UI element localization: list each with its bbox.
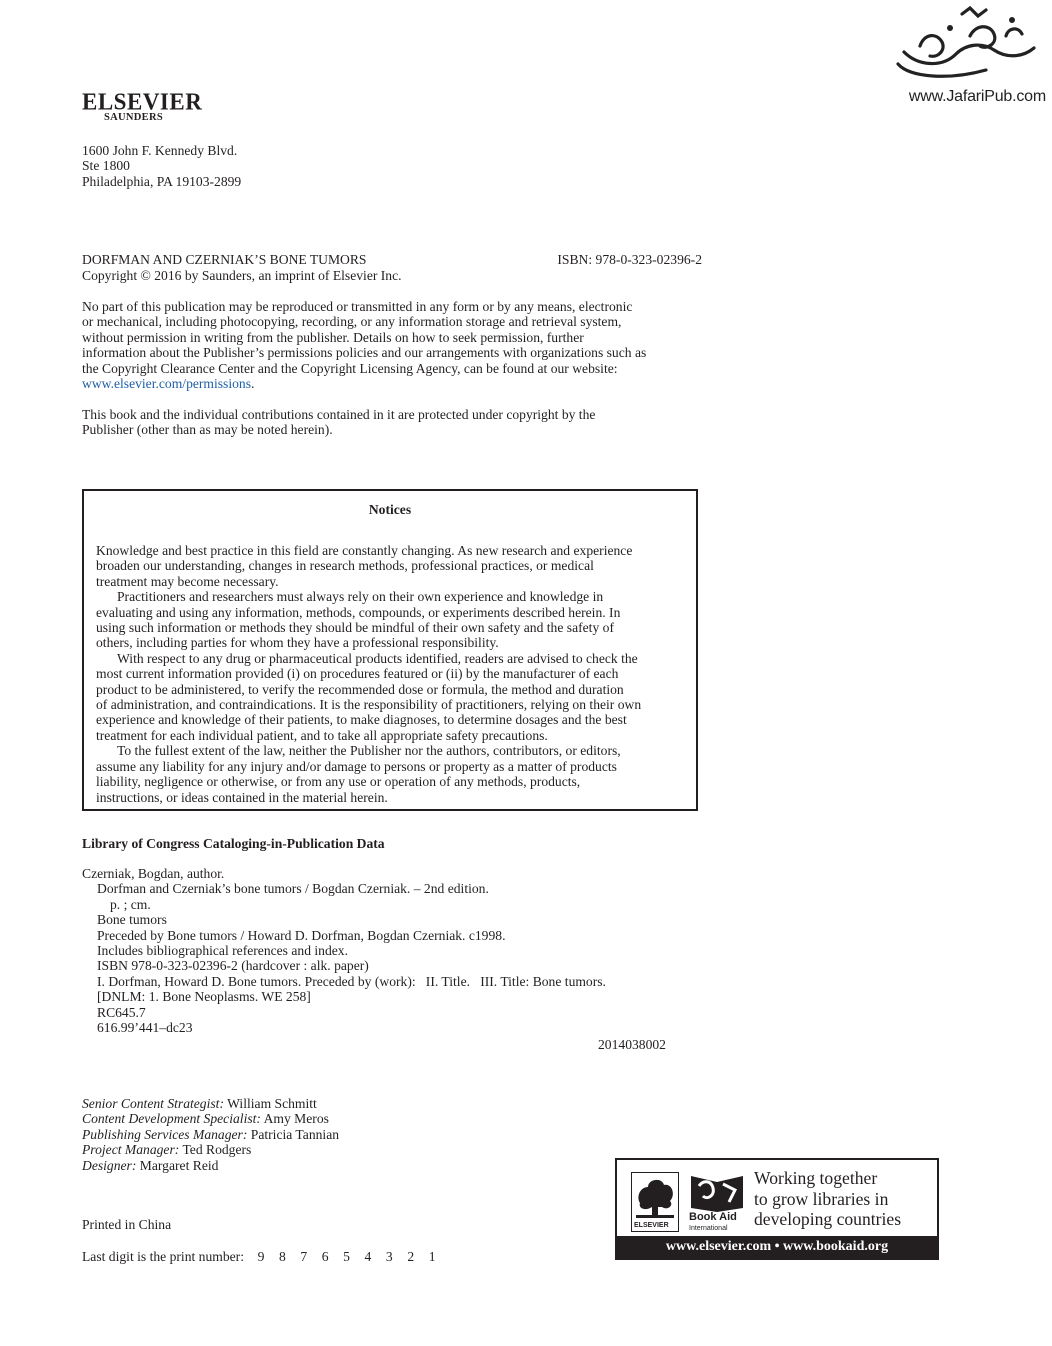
cip-line: ISBN 978-0-323-02396-2 (hardcover : alk. paper) <box>97 958 369 974</box>
cip-line: Bone tumors <box>97 912 167 928</box>
publisher-watermark-logo <box>890 6 1040 86</box>
cip-line: 616.99’441–dc23 <box>97 1020 193 1036</box>
bookaid-footer-urls: www.elsevier.com • www.bookaid.org <box>617 1236 937 1258</box>
tagline-line: Working together <box>754 1168 878 1188</box>
cip-line: RC645.7 <box>97 1004 146 1020</box>
print-digit: 8 <box>278 1249 286 1264</box>
publisher-logo: ELSEVIER <box>82 88 203 115</box>
cip-heading: Library of Congress Cataloging-in-Publication Data <box>82 836 385 851</box>
publisher-address <box>82 143 241 189</box>
lccn-number: 2014038002 <box>598 1037 666 1052</box>
cip-line: I. Dorfman, Howard D. Bone tumors. Preceded by (work): II. Title. III. Title: Bone tumors. <box>97 973 606 989</box>
paragraph-line <box>82 376 702 391</box>
elsevier-mini-label: ELSEVIER <box>634 1222 669 1229</box>
credit-name: Amy Meros <box>263 1111 329 1127</box>
book-title-line <box>82 252 702 267</box>
notice-line: With respect to any drug or pharmaceutical products identified, readers are advised to check the <box>117 650 638 666</box>
notice-line: evaluating and using any information, methods, compounds, or experiments described herein. In <box>96 604 621 620</box>
paragraph-line: or mechanical, including photocopying, recording, or any information storage and retrieval system, <box>82 314 622 330</box>
bookaid-tagline <box>754 1168 901 1230</box>
book-aid-icon <box>689 1172 745 1212</box>
print-digit: 6 <box>321 1249 329 1264</box>
copyright-statement: Copyright © 2016 by Saunders, an imprint of Elsevier Inc. <box>82 268 402 283</box>
link-suffix: . <box>251 376 255 392</box>
print-digit: 7 <box>300 1249 308 1264</box>
notice-line: most current information provided (i) on procedures featured or (ii) by the manufacturer of each <box>96 666 619 682</box>
notice-line: experience and knowledge of their patients, to make diagnoses, to determine dosages and the best <box>96 712 627 728</box>
credit-role: Designer: <box>82 1157 137 1173</box>
print-number-line <box>82 1249 450 1264</box>
printed-in: Printed in China <box>82 1217 172 1232</box>
print-digit: 1 <box>428 1249 436 1264</box>
tagline-line: developing countries <box>754 1209 902 1229</box>
publisher-imprint: SAUNDERS <box>104 112 163 123</box>
cip-line: Dorfman and Czerniak’s bone tumors / Bogdan Czerniak. – 2nd edition. <box>97 881 489 897</box>
tree-icon <box>632 1173 678 1219</box>
credit-role: Content Development Specialist: <box>82 1111 261 1127</box>
notice-line: assume any liability for any injury and/or damage to persons or property as a matter of products <box>96 758 617 774</box>
notice-line: liability, negligence or otherwise, or from any use or operation of any methods, products, <box>96 774 581 790</box>
paragraph-line: without permission in writing from the publisher. Details on how to seek permission, further <box>82 329 584 345</box>
credit-name: Ted Rodgers <box>182 1142 252 1158</box>
protection-paragraph <box>82 407 702 438</box>
paragraph-line: the Copyright Clearance Center and the Copyright Licensing Agency, can be found at our website: <box>82 360 618 376</box>
tagline-line: to grow libraries in <box>754 1188 889 1209</box>
notice-line: others, including parties for whom they have a professional responsibility. <box>96 635 499 651</box>
cip-line: Includes bibliographical references and index. <box>97 943 348 959</box>
credit-name: Margaret Reid <box>139 1157 219 1173</box>
book-title: DORFMAN AND CZERNIAK’S BONE TUMORS <box>82 252 367 267</box>
print-digit: 3 <box>385 1249 393 1264</box>
paragraph-line: No part of this publication may be reproduced or transmitted in any form or by any means, electronic <box>82 299 633 314</box>
address-line: Philadelphia, PA 19103-2899 <box>82 173 242 189</box>
credit-role: Senior Content Strategist: <box>82 1096 224 1111</box>
elsevier-tree-logo <box>631 1172 679 1232</box>
notice-line: instructions, or ideas contained in the material herein. <box>96 789 388 805</box>
notice-line: of administration, and contraindications. It is the responsibility of practitioners, relying on their own <box>96 697 642 713</box>
credit-role: Publishing Services Manager: <box>82 1126 248 1142</box>
bookaid-mini-label: Book Aid <box>689 1211 737 1223</box>
notice-line: product to be administered, to verify the recommended dose or formula, the method and duration <box>96 681 624 697</box>
print-digit: 2 <box>407 1249 415 1264</box>
bookaid-mini-sub: International <box>689 1225 728 1232</box>
cip-line: Preceded by Bone tumors / Howard D. Dorfman, Bogdan Czerniak. c1998. <box>97 927 506 943</box>
cip-line: p. ; cm. <box>110 896 151 912</box>
address-line: 1600 John F. Kennedy Blvd. <box>82 143 238 158</box>
staff-credits <box>82 1096 339 1173</box>
notices-heading: Notices <box>368 502 412 517</box>
bookaid-logo <box>689 1172 745 1232</box>
credit-line <box>82 1111 339 1126</box>
notice-line: Practitioners and researchers must always rely on their own experience and knowledge in <box>117 589 604 605</box>
notices-box <box>82 489 698 811</box>
bookaid-content <box>621 1164 933 1236</box>
permissions-paragraph <box>82 299 702 391</box>
watermark-url: www.JafariPub.com <box>908 88 1046 105</box>
notice-line: treatment may become necessary. <box>96 573 279 589</box>
print-number-label: Last digit is the print number: <box>82 1249 244 1264</box>
paragraph-line: This book and the individual contributions contained in it are protected under copyright by the <box>82 407 596 422</box>
credit-line <box>82 1158 339 1173</box>
notice-line: treatment for each individual patient, and to take all appropriate safety precautions. <box>96 727 548 743</box>
cip-record <box>82 866 606 1035</box>
notices-body <box>96 543 641 805</box>
bookaid-promo-box <box>615 1158 939 1260</box>
notice-line: To the fullest extent of the law, neither the Publisher nor the authors, contributors, or editors, <box>117 743 621 759</box>
notice-line: broaden our understanding, changes in research methods, professional practices, or medical <box>96 558 594 574</box>
credit-role: Project Manager: <box>82 1142 180 1158</box>
credit-name: Patricia Tannian <box>250 1126 340 1142</box>
permissions-link[interactable]: www.elsevier.com/permissions <box>82 376 252 392</box>
notice-line: Knowledge and best practice in this field are constantly changing. As new research and experience <box>96 543 633 558</box>
cip-line: [DNLM: 1. Bone Neoplasms. WE 258] <box>97 989 311 1005</box>
credit-line <box>82 1142 339 1157</box>
cip-line: Czerniak, Bogdan, author. <box>82 866 225 881</box>
notice-line: using such information or methods they should be mindful of their own safety and the safety of <box>96 620 614 636</box>
print-digit: 9 <box>257 1249 265 1264</box>
isbn: ISBN: 978-0-323-02396-2 <box>557 252 702 267</box>
paragraph-line: information about the Publisher’s permissions policies and our arrangements with organizations such as <box>82 345 647 361</box>
address-line: Ste 1800 <box>82 158 130 174</box>
paragraph-line: Publisher (other than as may be noted herein). <box>82 422 333 438</box>
print-digit: 5 <box>343 1249 350 1264</box>
print-digit: 4 <box>364 1249 372 1264</box>
credit-name: William Schmitt <box>227 1096 317 1111</box>
credit-line <box>82 1096 339 1111</box>
credit-line <box>82 1127 339 1142</box>
